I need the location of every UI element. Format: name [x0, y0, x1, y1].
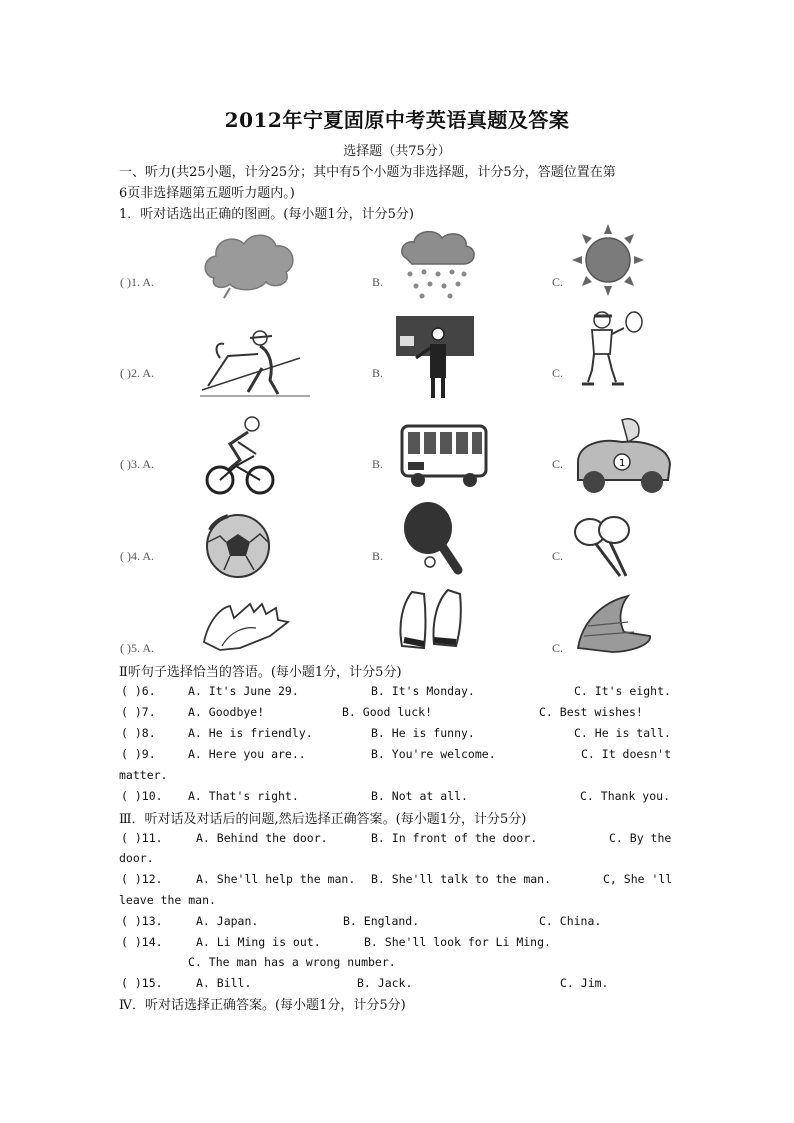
part1-heading: 1．听对话选出正确的图画。(每小题1分，计分5分): [119, 207, 414, 222]
q11-option-a: A. Behind the door.: [196, 831, 328, 845]
q14-option-b: B. She'll look for Li Ming.: [364, 935, 551, 949]
q4-label: ( )4. A.: [120, 549, 154, 563]
q6-option-a: A. It's June 29.: [188, 684, 299, 698]
q12-option-c: C, She 'll: [603, 872, 673, 886]
q5-option-c-label: C.: [552, 641, 564, 655]
part2-heading: Ⅱ听句子选择恰当的答语。(每小题1分，计分5分): [119, 665, 402, 680]
q1-option-c-label: C.: [552, 275, 564, 289]
q6-option-c: C. It's eight.: [574, 684, 671, 698]
q15-option-c: C. Jim.: [560, 976, 609, 990]
q12-number: ( )12.: [121, 872, 163, 886]
section-subtitle: 选择题（共75分）: [343, 144, 451, 159]
q6-option-b: B. It's Monday.: [371, 684, 475, 698]
toy-car-icon: [572, 414, 674, 496]
q4-option-b-label: B.: [372, 549, 384, 563]
q14-number: ( )14.: [121, 935, 163, 949]
q8-option-b: B. He is funny.: [371, 726, 475, 740]
q7-option-b: B. Good luck!: [342, 705, 433, 719]
soccer-ball-icon: [204, 512, 272, 580]
shoes-icon: [394, 586, 466, 654]
q2-label: ( )2. A.: [120, 366, 154, 380]
q10-option-c: C. Thank you.: [580, 789, 671, 803]
tennis-player-icon: [578, 310, 658, 392]
q15-number: ( )15.: [121, 976, 163, 990]
q9-option-a: A. Here you are..: [188, 747, 306, 761]
bus-icon: [398, 422, 490, 490]
q13-option-c: C. China.: [539, 914, 602, 928]
q3-label: ( )3. A.: [120, 457, 154, 471]
q11-number: ( )11.: [121, 831, 163, 845]
q8-option-c: C. He is tall.: [574, 726, 671, 740]
gloves-icon: [200, 598, 290, 654]
q13-option-b: B. England.: [343, 914, 420, 928]
q7-number: ( )7.: [121, 705, 156, 719]
q8-option-a: A. He is friendly.: [188, 726, 313, 740]
q11-option-b: B. In front of the door.: [371, 831, 538, 845]
listening-instructions-line2: 6页非选择题第五题听力题内。): [119, 186, 295, 201]
svg-text:1: 1: [619, 458, 626, 469]
teacher-icon: [392, 314, 478, 400]
q6-number: ( )6.: [121, 684, 156, 698]
q2-option-c-label: C.: [552, 366, 564, 380]
q12-option-a: A. She'll help the man.: [196, 872, 356, 886]
q5-label: ( )5. A.: [120, 641, 154, 655]
q3-option-b-label: B.: [372, 457, 384, 471]
q15-option-b: B. Jack.: [357, 976, 413, 990]
ping-pong-paddle-icon: [400, 500, 470, 582]
hat-icon: [572, 592, 654, 654]
q7-option-a: A. Goodbye!: [188, 705, 265, 719]
q3-option-c-label: C.: [552, 457, 564, 471]
q7-option-c: C. Best wishes!: [539, 705, 643, 719]
sun-icon: [570, 222, 646, 298]
q9-option-c-continued: matter.: [119, 768, 168, 782]
q9-option-b: B. You're welcome.: [371, 747, 496, 761]
farmer-icon: [200, 328, 310, 398]
q13-option-a: A. Japan.: [196, 914, 259, 928]
q14-option-c: C. The man has a wrong number.: [188, 955, 396, 969]
q10-option-b: B. Not at all.: [371, 789, 468, 803]
q12-option-c-continued: leave the man.: [119, 893, 216, 907]
q14-option-a: A. Li Ming is out.: [196, 935, 321, 949]
q2-option-b-label: B.: [372, 366, 384, 380]
q9-option-c: C. It doesn't: [581, 747, 672, 761]
q1-option-b-label: B.: [372, 275, 384, 289]
q15-option-a: A. Bill.: [196, 976, 252, 990]
q11-option-c: C. By the: [609, 831, 672, 845]
document-title: 2012年宁夏固原中考英语真题及答案: [224, 108, 570, 132]
listening-instructions-line1: 一、听力(共25小题，计分25分；其中有5个小题为非选择题，计分5分，答题位置在第: [119, 165, 616, 180]
q8-number: ( )8.: [121, 726, 156, 740]
rain-cloud-icon: [398, 228, 478, 300]
q12-option-b: B. She'll talk to the man.: [371, 872, 552, 886]
q9-number: ( )9.: [121, 747, 156, 761]
q10-option-a: A. That's right.: [188, 789, 299, 803]
q4-option-c-label: C.: [552, 549, 564, 563]
q13-number: ( )13.: [121, 914, 163, 928]
bicycle-rider-icon: [204, 414, 276, 496]
cloud-icon: [200, 228, 300, 300]
q11-option-c-continued: door.: [119, 851, 154, 865]
q10-number: ( )10.: [121, 789, 163, 803]
part3-heading: Ⅲ．听对话及对话后的问题,然后选择正确答案。(每小题1分，计分5分): [119, 812, 527, 827]
part4-heading: Ⅳ．听对话选择正确答案。(每小题1分，计分5分): [119, 998, 406, 1013]
q1-label: ( )1. A.: [120, 275, 154, 289]
badminton-rackets-icon: [572, 514, 638, 580]
